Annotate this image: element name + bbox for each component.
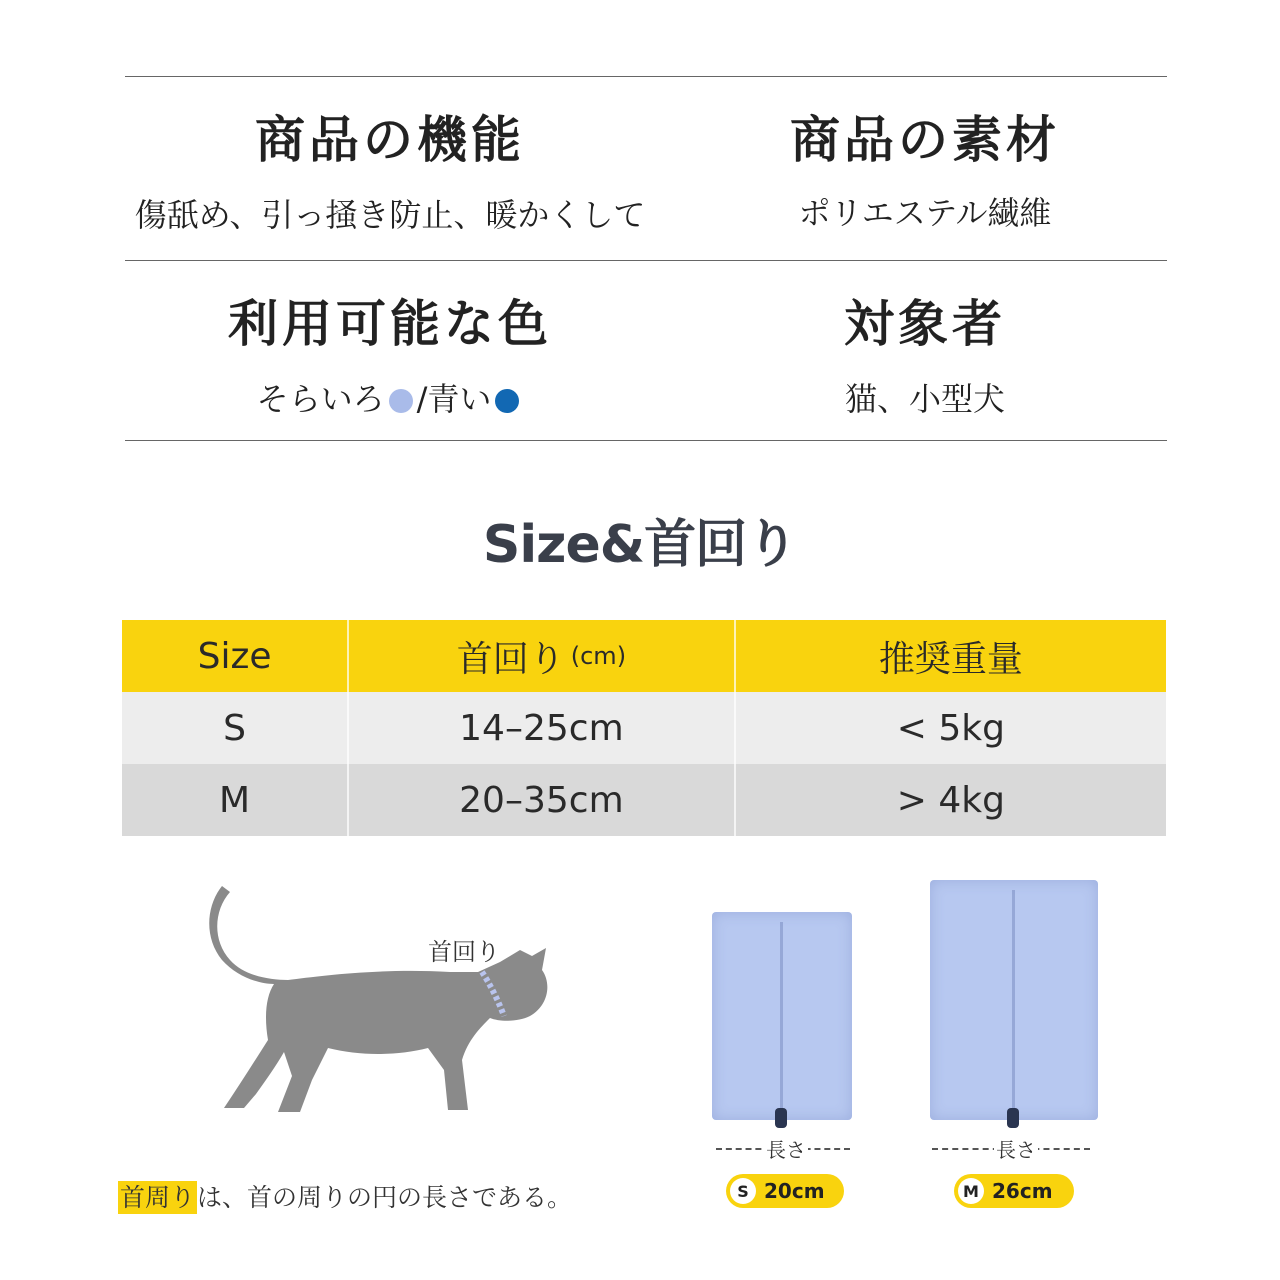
size-section-title: Size&首回り [482, 515, 798, 575]
cat-illustration [200, 880, 580, 1120]
divider-top [125, 76, 1167, 77]
size-length-s: 20cm [764, 1179, 825, 1203]
header-weight: 推奨重量 [734, 620, 1166, 692]
footnote [118, 1178, 572, 1214]
color-light-label: そらいろ [256, 380, 385, 418]
header-neck-unit: (cm) [570, 642, 627, 670]
function-text: 傷舐め、引っ掻き防止、暖かくして [134, 196, 646, 234]
size-badge-s: S [730, 1178, 756, 1204]
material-text: ポリエステル繊維 [798, 194, 1052, 232]
length-label-s: 長さ [764, 1134, 808, 1163]
row-weight: < 5kg [734, 692, 1166, 764]
colors-title: 利用可能な色 [228, 295, 552, 353]
size-pill-s [726, 1174, 844, 1208]
neck-label: 首回り [428, 938, 500, 966]
divider-bottom [125, 440, 1167, 441]
size-length-m: 26cm [992, 1179, 1053, 1203]
toggle-icon [1007, 1108, 1019, 1128]
color-blue-swatch [495, 389, 519, 413]
product-s-image [712, 912, 852, 1120]
footnote-text: は、首の周りの円の長さである。 [197, 1183, 573, 1212]
row-neck: 20–35cm [347, 764, 734, 836]
divider-middle [125, 260, 1167, 261]
header-neck-label: 首回り [456, 638, 565, 680]
size-table [122, 620, 1166, 836]
row-size: S [223, 707, 246, 749]
target-text: 猫、小型犬 [844, 380, 1005, 418]
size-badge-m: M [958, 1178, 984, 1204]
zipper-line [1012, 890, 1015, 1112]
color-blue-label: /青い [416, 380, 492, 418]
table-row [122, 764, 1166, 836]
target-title: 対象者 [844, 295, 1006, 353]
row-size: M [219, 779, 251, 821]
row-weight: > 4kg [734, 764, 1166, 836]
size-table-header [122, 620, 1166, 692]
toggle-icon [775, 1108, 787, 1128]
material-title: 商品の素材 [790, 111, 1060, 169]
header-size: Size [197, 635, 272, 677]
row-neck: 14–25cm [347, 692, 734, 764]
function-title: 商品の機能 [255, 111, 525, 169]
product-m-image [930, 880, 1098, 1120]
header-neck [347, 620, 734, 692]
colors-text [125, 374, 655, 420]
zipper-line [780, 922, 783, 1112]
color-light-swatch [389, 389, 413, 413]
footnote-highlight: 首周り [120, 1183, 196, 1212]
table-row [122, 692, 1166, 764]
length-label-m: 長さ [994, 1134, 1038, 1163]
size-pill-m [954, 1174, 1074, 1208]
